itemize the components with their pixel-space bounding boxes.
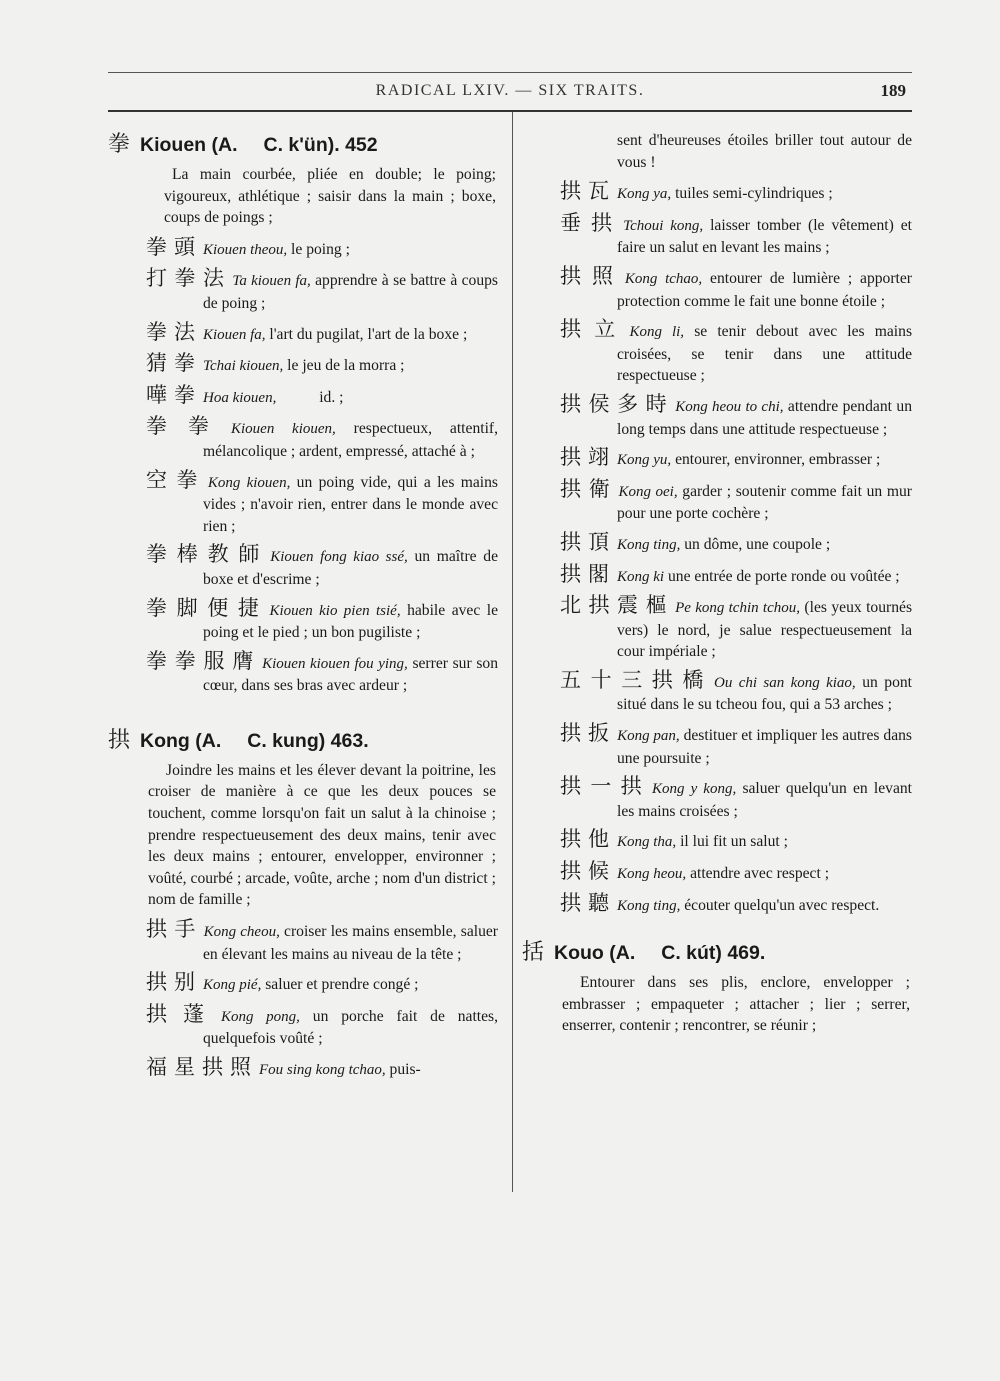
romanization: Kong pong, [220, 1008, 300, 1025]
compound-characters: 拱侯多時 [560, 391, 675, 416]
compound-characters: 拱一拱 [560, 774, 651, 799]
heading-name: Kouo (A. [554, 942, 636, 965]
gloss: un porche fait de nattes, quelquefois voûté ; [203, 1007, 499, 1048]
compound-characters: 拱瓦 [560, 179, 616, 204]
compound-characters: 嘩拳 [146, 382, 202, 407]
compound-entry [522, 667, 913, 716]
romanization: Kong yu, [617, 452, 672, 469]
romanization: Kong li, [629, 324, 685, 341]
romanization: Kong tha, [617, 834, 677, 851]
gloss: un pont situé dans le su tcheou fou, qui a 53 arches ; [617, 673, 913, 714]
gloss: croiser les mains ensemble, saluer en élevant les mains au niveau de la tête ; [203, 923, 498, 963]
compound-entry [522, 391, 912, 440]
definition: Entourer dans ses plis, enclore, envelopper ; embrasser ; empaqueter ; attacher ; lier ; serrer, enserrer, contenir ; rencontrer, se réunir ; [562, 974, 910, 1035]
compound-entry [522, 723, 912, 769]
compound-entry [108, 268, 498, 314]
compound-characters: 打拳法 [146, 266, 232, 291]
gloss: entourer, environner, embrasser ; [671, 451, 881, 469]
compound-entry [108, 416, 498, 462]
compound-characters: 拳拳 [146, 414, 230, 439]
compound-entry [522, 890, 912, 918]
header-rule-top [108, 72, 912, 73]
romanization: Kiouen fong kiao ssé, [270, 549, 408, 566]
gloss: respectueux, attentif, mélancolique ; ardent, empressé, attaché à ; [203, 420, 498, 460]
romanization: Kong pan, [617, 728, 680, 745]
compound-characters: 拱别 [146, 970, 202, 995]
gloss: serrer sur son cœur, dans ses bras avec ardeur ; [203, 654, 499, 695]
heading-character: 括 [522, 940, 545, 966]
romanization: Kong oei, [618, 483, 678, 500]
compound-characters: 拱他 [560, 827, 616, 852]
definition: La main courbée, pliée en double; le poing; vigoureux, athlétique ; saisir dans la main ; boxe, coups de poings ; [164, 166, 496, 227]
romanization: Kiouen kiouen fou ying, [262, 655, 408, 672]
compound-characters: 拱聽 [560, 890, 616, 915]
compound-characters: 拱蓬 [146, 1001, 220, 1026]
romanization: Hoa kiouen, [203, 389, 277, 406]
romanization: Kong ya, [617, 186, 672, 203]
romanization: Ta kiouen fa, [232, 273, 311, 290]
romanization: Kong pié, [203, 977, 262, 994]
compound-entry [108, 919, 498, 965]
running-header [108, 72, 912, 112]
compound-entry [108, 353, 498, 378]
romanization: Kiouen fa, [203, 326, 266, 343]
compound-characters: 拱衛 [560, 476, 618, 501]
compound-characters: 福星拱照 [146, 1055, 258, 1079]
gloss: le jeu de la morra ; [283, 357, 405, 375]
heading-character: 拳 [108, 132, 131, 157]
gloss: une entrée de porte ronde ou voûtée ; [664, 567, 900, 585]
gloss: écouter quelqu'un avec respect. [680, 896, 880, 914]
compound-entry [522, 181, 912, 206]
gloss: entourer de lumière ; apporter protection comme le fait une bonne étoile ; [617, 269, 912, 310]
romanization: Kong cheou, [203, 924, 280, 941]
gloss: destituer et impliquer les autres dans une poursuite ; [617, 727, 912, 767]
compound-characters: 拱候 [560, 859, 616, 884]
gloss: le poing ; [287, 240, 350, 258]
gloss: apprendre à se battre à coups de poing ; [203, 272, 499, 312]
compound-entry [522, 263, 912, 312]
compound-entry [108, 1001, 499, 1050]
compound-characters: 北拱震樞 [560, 593, 675, 618]
romanization: Tchoui kong, [623, 217, 704, 234]
compound-characters: 猜拳 [146, 351, 202, 376]
compound-entry [522, 529, 912, 557]
romanization: Kong ting, [617, 536, 681, 553]
heading-name: Kong (A. [140, 729, 222, 752]
compound-entry [522, 861, 912, 886]
compound-entry [108, 544, 498, 590]
gloss: attendre avec respect ; [686, 865, 830, 883]
left-column [108, 130, 504, 1089]
compound-entry [522, 319, 912, 387]
compound-characters: 拳拳服膺 [146, 648, 262, 673]
romanization: Tchai kiouen, [203, 358, 284, 375]
compound-characters: 拳脚便捷 [146, 595, 269, 620]
entry-heading-kiouen [108, 130, 504, 160]
gloss: habile avec le poing et le pied ; un bon pugiliste ; [203, 601, 499, 642]
compound-characters: 拱扳 [560, 721, 617, 746]
compound-entry [522, 595, 912, 663]
gloss: saluer et prendre congé ; [261, 976, 419, 994]
romanization: Fou sing kong tchao, [259, 1062, 386, 1078]
compound-characters: 拳頭 [146, 234, 202, 259]
right-column [522, 130, 918, 1045]
heading-cantonese: C. kung) 463. [247, 729, 369, 752]
compound-entry [108, 234, 498, 262]
gloss: un poing vide, qui a les mains vides ; n'avoir rien, entrer dans le monde avec rien ; [203, 473, 498, 535]
heading-cantonese: C. k'ün). 452 [263, 134, 378, 156]
gloss: il lui fit un salut ; [676, 833, 788, 851]
compound-characters: 拱閣 [560, 561, 616, 586]
romanization: Kong y kong, [651, 781, 737, 798]
romanization: Ou chi san kong kiao, [714, 674, 856, 691]
romanization: Kiouen kiouen, [230, 421, 336, 438]
definition: Joindre les mains et les élever devant la poitrine, les croiser de manière à ce que les deux pouces se touchent, comme lorsqu'on fait un salut à la chinoise ; prendre respectueusement des deux mains, tenir avec les deux mains ; entourer, envelopper, environner ; voûté, courbé ; arcade, voûte, arche ; nom d'un district ; nom de famille ; [148, 761, 496, 909]
header-title: RADICAL LXIV. — SIX TRAITS. [375, 82, 645, 99]
entry-heading-kouo [522, 938, 918, 968]
gloss: laisser tomber (le vêtement) et faire un salut en levant les mains ; [617, 216, 912, 257]
gloss: un dôme, une coupole ; [680, 535, 831, 553]
entry-heading-kong [108, 726, 504, 756]
column-divider [512, 112, 513, 1192]
gloss: tuiles semi-cylindriques ; [671, 185, 833, 203]
compound-characters: 拱照 [560, 263, 624, 288]
compound-entry [108, 467, 498, 538]
compound-entry [108, 972, 498, 997]
gloss: saluer quelqu'un en levant les mains croisées ; [617, 780, 913, 820]
romanization: Kiouen kio pien tsié, [269, 602, 401, 619]
compound-entry [522, 829, 912, 854]
gloss: id. ; [276, 388, 344, 406]
romanization: Kong heou, [617, 866, 687, 883]
compound-characters: 拳法 [146, 319, 202, 344]
compound-entry [522, 447, 912, 472]
romanization: Kiouen theou, [203, 241, 288, 258]
heading-name: Kiouen (A. [140, 134, 238, 156]
header-rule-bottom [108, 110, 912, 112]
compound-characters: 拱立 [560, 317, 629, 342]
romanization: Kong tchao, [624, 270, 703, 287]
romanization: Kong ki [617, 568, 665, 585]
compound-entry [108, 1057, 498, 1082]
compound-characters: 拱手 [146, 917, 203, 942]
compound-characters: 拱頂 [560, 529, 616, 554]
heading-character: 拱 [108, 727, 131, 753]
gloss: (les yeux tournés vers) le nord, je salue respectueusement la cour impériale ; [617, 599, 913, 661]
gloss: puis- [385, 1061, 421, 1078]
romanization: Kong heou to chi, [675, 398, 784, 415]
compound-entry [522, 476, 912, 525]
romanization: Kong kiouen, [207, 474, 291, 491]
gloss: se tenir debout avec les mains croisées, se tenir dans une attitude respectueuse ; [617, 323, 913, 385]
compound-entry [522, 210, 912, 259]
compound-characters: 拳棒教師 [146, 542, 270, 567]
compound-characters: 拱翊 [560, 445, 616, 470]
compound-characters: 垂拱 [560, 210, 623, 235]
compound-entry [108, 648, 499, 697]
compound-entry [108, 595, 499, 644]
compound-characters: 空拳 [146, 467, 207, 492]
romanization: Kong ting, [617, 897, 681, 914]
compound-entry [522, 776, 912, 822]
gloss: un maître de boxe et d'escrime ; [203, 548, 499, 588]
page-number: 189 [880, 81, 906, 100]
heading-cantonese: C. kút) 469. [661, 942, 766, 965]
romanization: Pe kong tchin tchou, [675, 600, 800, 617]
gloss: l'art du pugilat, l'art de la boxe ; [265, 325, 468, 343]
compound-characters: 五十三拱橋 [560, 667, 714, 692]
continued-gloss: sent d'heureuses étoiles briller tout autour de vous ! [617, 132, 912, 171]
compound-entry [522, 561, 912, 589]
gloss: garder ; soutenir comme fait un mur pour une porte cochère ; [617, 482, 912, 523]
compound-entry [108, 382, 498, 410]
gloss: attendre pendant un long temps dans une attitude respectueuse ; [617, 397, 912, 438]
compound-entry [108, 319, 498, 347]
